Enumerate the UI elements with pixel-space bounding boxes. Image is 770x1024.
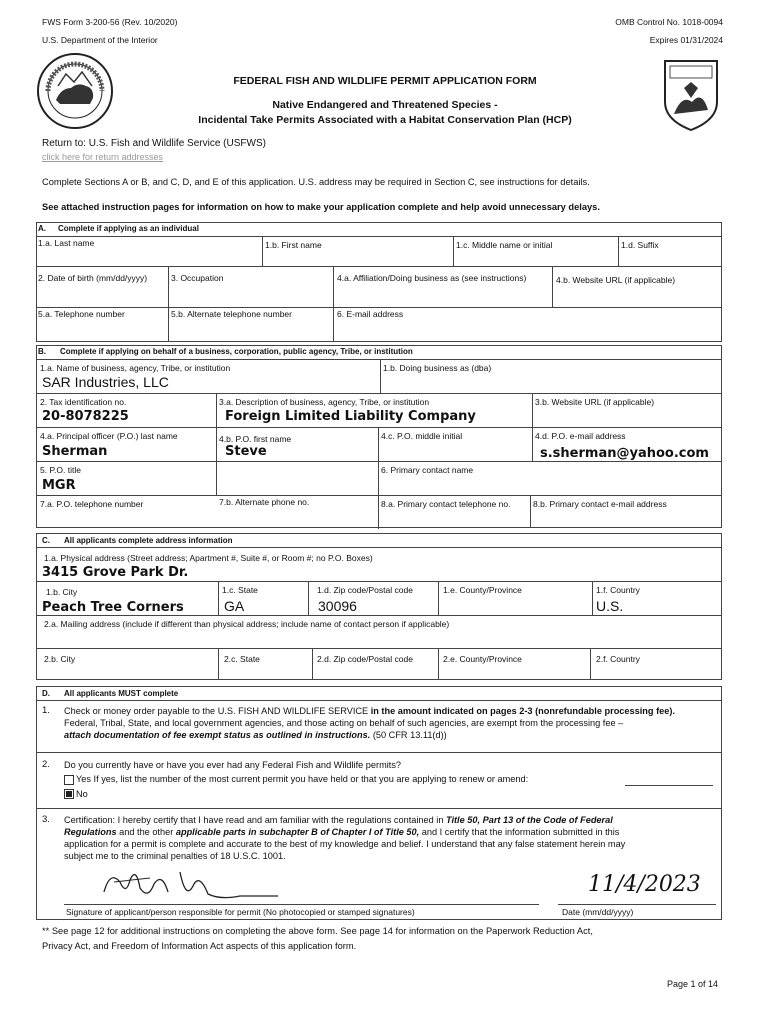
item1-number: 1. <box>42 705 50 716</box>
physical-address-label: 1.a. Physical address (Street address; Apartment #, Suite #, or Room #; no P.O. Boxes) <box>44 553 373 563</box>
dba-label: 1.b. Doing business as (dba) <box>383 363 492 373</box>
page-number: Page 1 of 14 <box>666 979 718 989</box>
expiration-date: Expires 01/31/2024 <box>649 35 723 45</box>
first-name-label: 1.b. First name <box>265 240 322 250</box>
return-addresses-link[interactable]: click here for return addresses <box>42 152 164 162</box>
instructions-attached: See attached instruction pages for information on how to make your application complete and help avoid unnecessary delays. <box>42 202 600 212</box>
contact-email-label: 8.b. Primary contact e-mail address <box>533 499 667 509</box>
item2-yes-label: Yes If yes, list the number of the most current permit you have held or that you are applying to renew or amend: <box>76 774 529 784</box>
po-first-name-value[interactable]: Steve <box>225 444 267 459</box>
item3-certification: Certification: I hereby certify that I have read and am familiar with the regulations contained in Title 50, Part 13 of the Code of Federal Regulations and the other applicable parts in subchapter B of Chapter I of Title 50, and I certify that the information submitted in this application for a permit is complete and accurate to the best of my knowledge and belief. I understand that any false statement herein may subject me to the criminal penalties of 18 U.S.C. 1001. <box>64 815 626 861</box>
contact-phone-label: 8.a. Primary contact telephone no. <box>381 499 511 509</box>
footer-note-2: Privacy Act, and Freedom of Information Act aspects of this application form. <box>42 941 357 951</box>
section-c-letter: C. <box>42 536 50 545</box>
omb-control-number: OMB Control No. 1018-0094 <box>615 17 723 27</box>
dob-label: 2. Date of birth (mm/dd/yyyy) <box>38 273 148 283</box>
mailing-address-label: 2.a. Mailing address (include if different than physical address; include name of contact person if applicable) <box>44 619 450 629</box>
form-title: FEDERAL FISH AND WILDLIFE PERMIT APPLICATION FORM <box>233 75 537 87</box>
mailing-country-label: 2.f. Country <box>596 654 640 664</box>
alt-phone-label: 7.b. Alternate phone no. <box>219 497 310 507</box>
city-label: 1.b. City <box>46 587 78 597</box>
date-label: Date (mm/dd/yyyy) <box>562 907 634 917</box>
po-title-label: 5. P.O. title <box>40 465 81 475</box>
section-b-heading: Complete if applying on behalf of a business, corporation, public agency, Tribe, or institution <box>60 347 413 356</box>
po-title-value[interactable]: MGR <box>42 478 76 493</box>
signature-date-value[interactable]: 11/4/2023 <box>588 872 701 897</box>
city-value[interactable]: Peach Tree Corners <box>42 600 184 615</box>
instructions-sections: Complete Sections A or B, and C, D, and E of this application. U.S. address may be required in Section C, see instructions for details. <box>42 177 590 187</box>
telephone-label: 5.a. Telephone number <box>38 309 125 319</box>
section-a-letter: A. <box>38 224 46 233</box>
business-name-value[interactable]: SAR Industries, LLC <box>42 374 169 390</box>
country-label: 1.f. Country <box>596 585 640 595</box>
mailing-county-label: 2.e. County/Province <box>443 654 522 664</box>
business-website-label: 3.b. Website URL (if applicable) <box>535 397 655 407</box>
form-subtitle-2: Incidental Take Permits Associated with a Habitat Conservation Plan (HCP) <box>198 114 572 126</box>
po-telephone-label: 7.a. P.O. telephone number <box>40 499 144 509</box>
state-label: 1.c. State <box>222 585 258 595</box>
yes-checkbox[interactable] <box>64 775 74 785</box>
po-email-label: 4.d. P.O. e-mail address <box>535 431 626 441</box>
email-label: 6. E-mail address <box>337 309 404 319</box>
last-name-label: 1.a. Last name <box>38 238 95 248</box>
zip-label: 1.d. Zip code/Postal code <box>317 585 413 595</box>
footer-note-1: ** See page 12 for additional instructions on completing the above form. See page 14 for information on the Paperwork Reduction Act, <box>42 926 593 936</box>
po-middle-initial-label: 4.c. P.O. middle initial <box>381 431 463 441</box>
business-description-label: 3.a. Description of business, agency, Tribe, or institution <box>219 397 430 407</box>
applicant-signature-icon <box>90 862 290 908</box>
business-name-label: 1.a. Name of business, agency, Tribe, or institution <box>40 363 231 373</box>
return-to: Return to: U.S. Fish and Wildlife Service (USFWS) <box>42 138 266 149</box>
form-number: FWS Form 3-200-56 (Rev. 10/2020) <box>42 17 178 27</box>
section-c-heading: All applicants complete address information <box>64 536 233 545</box>
occupation-label: 3. Occupation <box>171 273 224 283</box>
mailing-city-label: 2.b. City <box>44 654 76 664</box>
department-name: U.S. Department of the Interior <box>42 35 158 45</box>
item2-number: 2. <box>42 759 50 770</box>
county-label: 1.e. County/Province <box>443 585 522 595</box>
po-first-name-label: 4.b. P.O. first name <box>219 434 292 444</box>
po-last-name-value[interactable]: Sherman <box>42 444 108 459</box>
item1-text: Check or money order payable to the U.S. FISH AND WILDLIFE SERVICE in the amount indicated on pages 2-3 (nonrefundable processing fee). Federal, Tribal, State, and local government agencies, and those acting on behalf of such agencies, are exempt from the processing fee – attach documentation of fee exempt status as outlined in instructions. (50 CFR 13.11(d)) <box>64 706 675 740</box>
signature-label: Signature of applicant/person responsible for permit (No photocopied or stamped signatures) <box>66 907 415 917</box>
section-a-heading: Complete if applying as an individual <box>58 224 199 233</box>
section-d-letter: D. <box>42 689 50 698</box>
alt-telephone-label: 5.b. Alternate telephone number <box>171 309 292 319</box>
mailing-state-label: 2.c. State <box>224 654 260 664</box>
website-label: 4.b. Website URL (if applicable) <box>556 275 676 285</box>
physical-address-value[interactable]: 3415 Grove Park Dr. <box>42 565 189 580</box>
item2-question: Do you currently have or have you ever had any Federal Fish and Wildlife permits? <box>64 760 402 770</box>
state-value[interactable]: GA <box>224 598 245 614</box>
po-last-name-label: 4.a. Principal officer (P.O.) last name <box>40 431 178 441</box>
business-description-value[interactable]: Foreign Limited Liability Company <box>225 409 476 424</box>
section-b-letter: B. <box>38 347 46 356</box>
item3-number: 3. <box>42 814 50 825</box>
po-email-value[interactable]: s.sherman@yahoo.com <box>540 446 709 461</box>
item2-no-label: No <box>76 789 88 799</box>
affiliation-label: 4.a. Affiliation/Doing business as (see instructions) <box>337 273 527 283</box>
form-subtitle-1: Native Endangered and Threatened Species - <box>272 99 498 111</box>
tax-id-value[interactable]: 20-8078225 <box>42 409 129 424</box>
zip-value[interactable]: 30096 <box>318 598 357 614</box>
primary-contact-label: 6. Primary contact name <box>381 465 474 475</box>
no-checkbox[interactable] <box>64 789 74 799</box>
suffix-label: 1.d. Suffix <box>621 240 659 250</box>
tax-id-label: 2. Tax identification no. <box>40 397 127 407</box>
mailing-zip-label: 2.d. Zip code/Postal code <box>317 654 413 664</box>
country-value[interactable]: U.S. <box>596 598 624 614</box>
section-d-heading: All applicants MUST complete <box>64 689 179 698</box>
middle-name-label: 1.c. Middle name or initial <box>456 240 553 250</box>
